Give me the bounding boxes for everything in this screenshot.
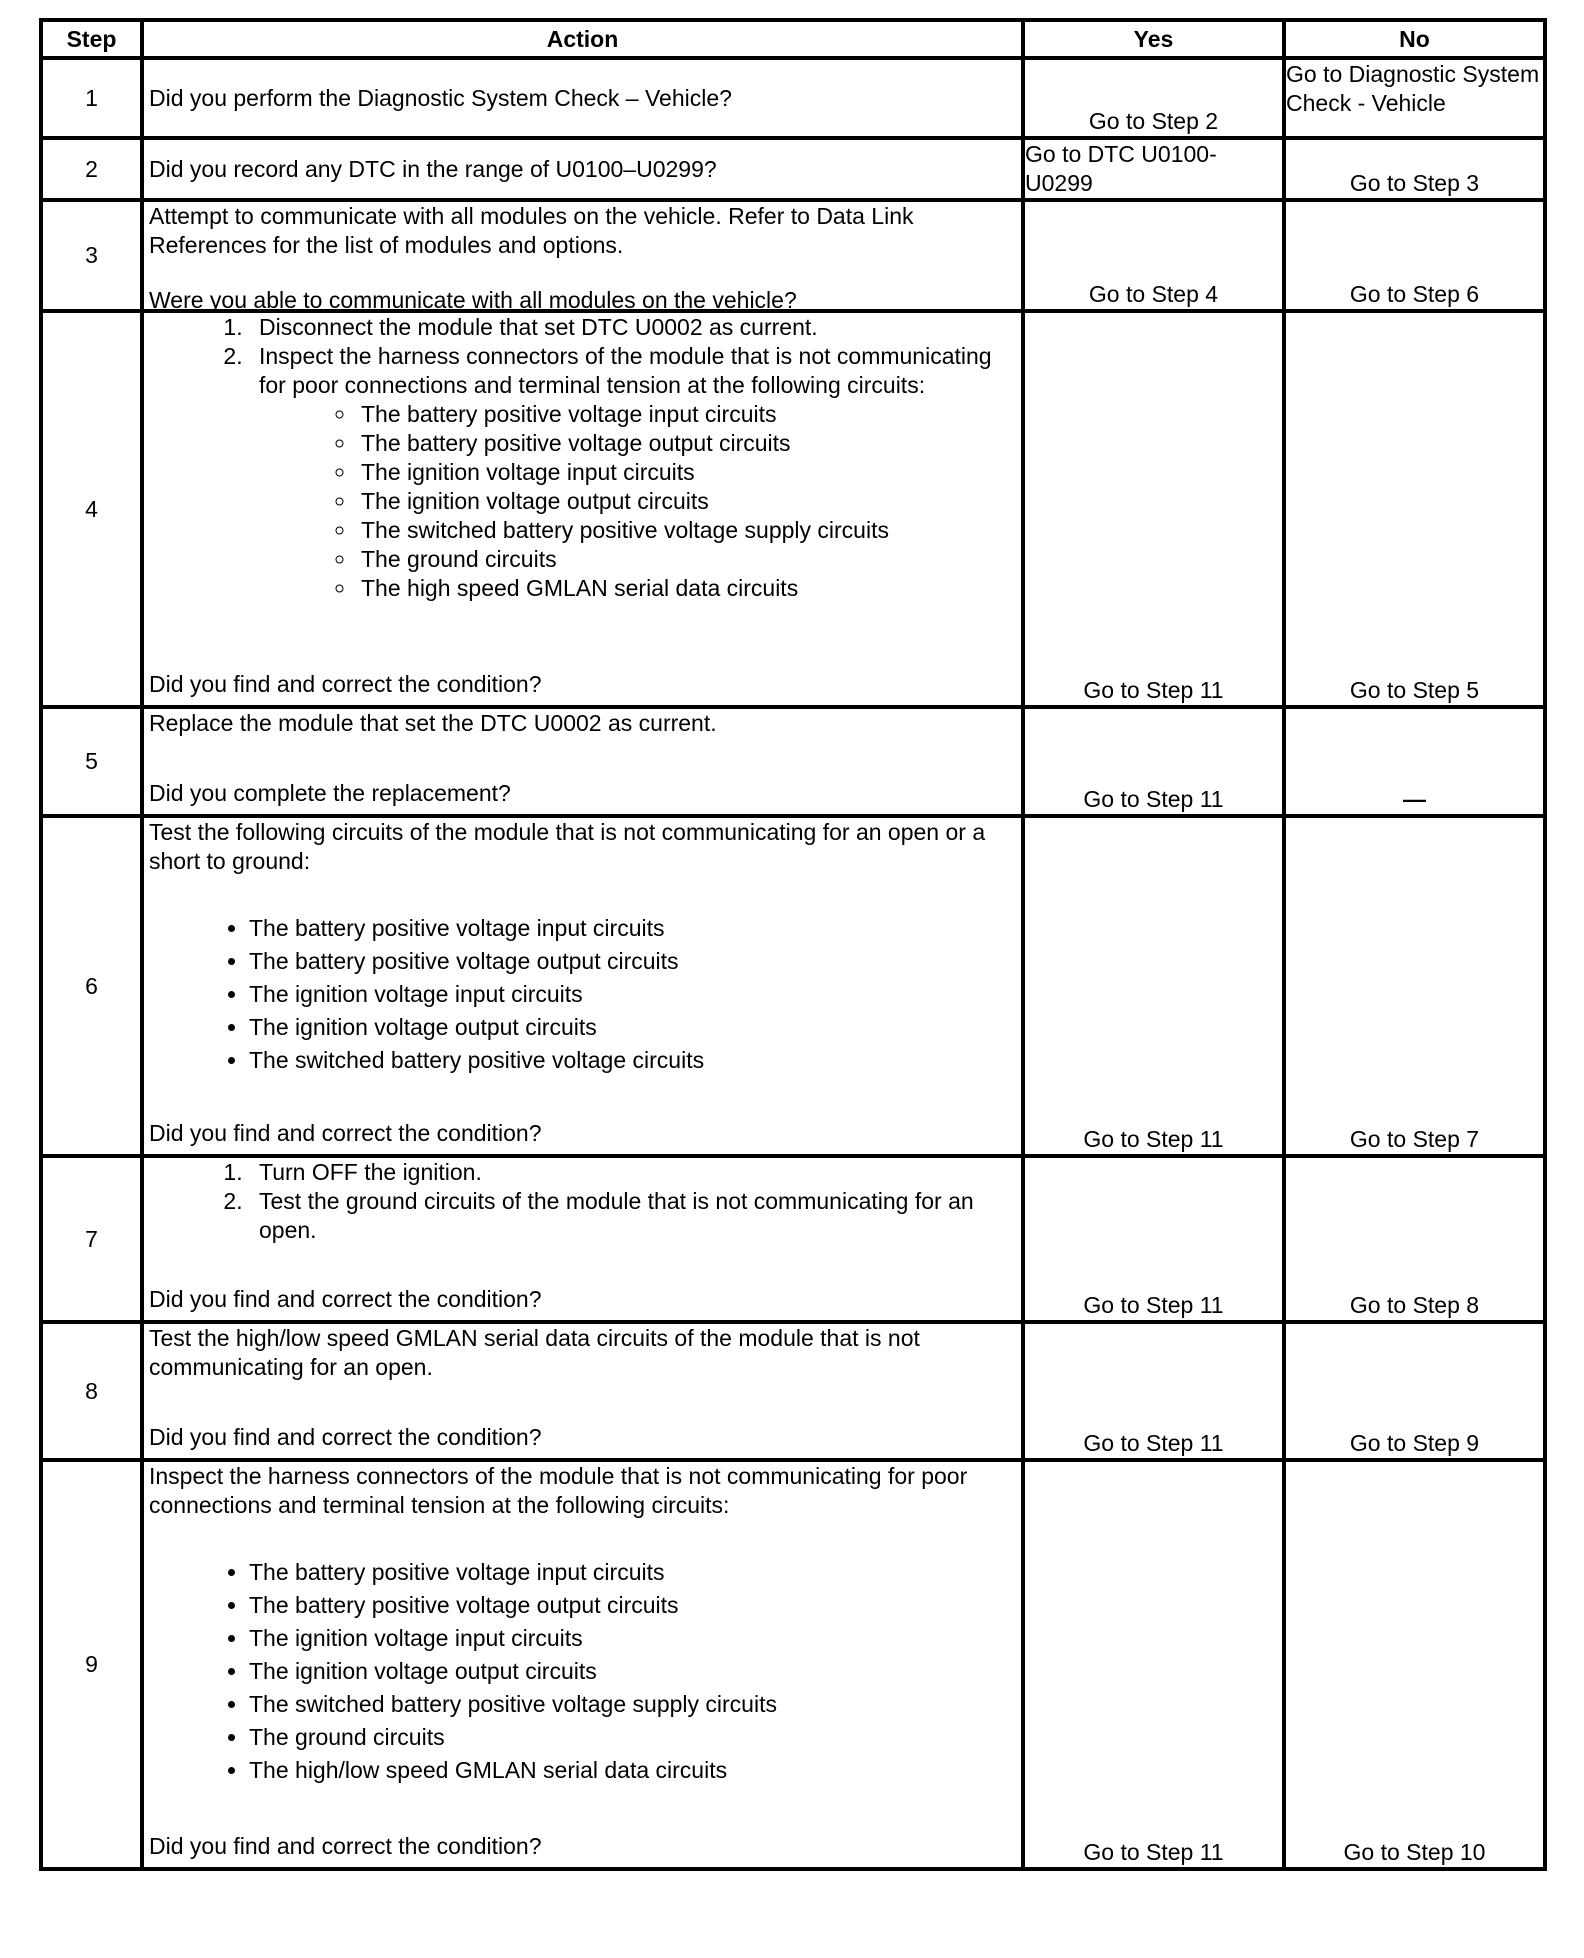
action-cell [142,311,1023,707]
bullet-item: • The ignition voltage input circuits [249,1622,1015,1655]
yes-outcome: Go to Step 2 [1023,58,1284,138]
no-outcome: Go to Step 9 [1284,1322,1545,1460]
step-number: 8 [41,1322,142,1460]
bullet-item: • The battery positive voltage output circuits [249,945,1015,978]
no-outcome: Go to Step 5 [1284,311,1545,707]
step-number: 5 [41,707,142,816]
action-cell [142,58,1023,138]
header-step: Step [41,20,142,58]
action-question: Did you record any DTC in the range of U0100–U0299? [149,155,717,182]
bullet-item: • The switched battery positive voltage supply circuits [249,1688,1015,1721]
table-row-step-1 [41,58,1545,138]
action-cell [142,707,1023,816]
action-body [149,818,1015,1077]
sub-list-item: ◦ The battery positive voltage output circuits [357,429,1015,458]
header-yes: Yes [1023,20,1284,58]
action-question: Did you perform the Diagnostic System Check – Vehicle? [149,84,732,111]
sub-list-item: ◦ The ignition voltage output circuits [357,487,1015,516]
sub-list-item: ◦ The high speed GMLAN serial data circuits [357,574,1015,603]
bullet-list [149,912,1015,1077]
step-number: 4 [41,311,142,707]
action-instruction: Inspect the harness connectors of the module that is not communicating for poor connections and terminal tension at the following circuits: [149,1463,968,1518]
bullet-list [149,1556,1015,1787]
action-steps [149,313,1015,603]
header-no: No [1284,20,1545,58]
yes-outcome: Go to Step 11 [1023,1156,1284,1322]
action-cell [142,1460,1023,1869]
step-number: 3 [41,200,142,311]
numbered-list [149,1158,1015,1245]
list-item [249,342,1015,603]
table-row-step-5 [41,707,1545,816]
yes-outcome: Go to Step 11 [1023,1322,1284,1460]
list-item: 1. Disconnect the module that set DTC U0002 as current. [249,313,1015,342]
bullet-item: • The ignition voltage input circuits [249,978,1015,1011]
action-instruction: Test the high/low speed GMLAN serial data circuits of the module that is not communicating for an open. [149,1325,920,1380]
sub-list [259,400,1015,603]
yes-outcome: Go to Step 11 [1023,311,1284,707]
yes-outcome: Go to Step 11 [1023,816,1284,1156]
bullet-item: • The high/low speed GMLAN serial data circuits [249,1754,1015,1787]
sub-list-item: ◦ The switched battery positive voltage supply circuits [357,516,1015,545]
table-row-step-8 [41,1322,1545,1460]
step-number: 7 [41,1156,142,1322]
sub-list-item: ◦ The battery positive voltage input circuits [357,400,1015,429]
table-row-step-3 [41,200,1545,311]
action-question: Did you find and correct the condition? [149,671,542,697]
no-outcome: Go to Step 3 [1284,138,1545,200]
no-outcome: Go to Diagnostic System Check - Vehicle [1284,58,1545,138]
numbered-list [149,313,1015,603]
no-outcome: — [1284,707,1545,816]
action-cell [142,816,1023,1156]
step-number: 1 [41,58,142,138]
yes-outcome: Go to DTC U0100-U0299 [1023,138,1284,200]
bullet-item: • The switched battery positive voltage circuits [249,1044,1015,1077]
bullet-item: • The battery positive voltage input circuits [249,912,1015,945]
step-number: 9 [41,1460,142,1869]
header-action: Action [142,20,1023,58]
no-outcome: Go to Step 7 [1284,816,1545,1156]
action-cell [142,138,1023,200]
action-question: Did you complete the replacement? [149,780,511,806]
sub-list-item: ◦ The ground circuits [357,545,1015,574]
yes-outcome: Go to Step 4 [1023,200,1284,311]
action-body [149,1462,1015,1787]
action-instruction: Replace the module that set the DTC U0002 as current. [149,710,717,736]
bullet-item: • The ground circuits [249,1721,1015,1754]
header-row [41,20,1545,58]
action-cell [142,1322,1023,1460]
no-outcome: Go to Step 6 [1284,200,1545,311]
yes-outcome: Go to Step 11 [1023,1460,1284,1869]
action-question: Did you find and correct the condition? [149,1286,542,1312]
list-item: 1. Turn OFF the ignition. [249,1158,1015,1187]
list-item: 2. Test the ground circuits of the module that is not communicating for an open. [249,1187,1015,1245]
action-cell [142,200,1023,311]
action-question: Did you find and correct the condition? [149,1120,542,1146]
sub-list-item: ◦ The ignition voltage input circuits [357,458,1015,487]
action-question: Did you find and correct the condition? [149,1424,542,1450]
diagnostic-table [39,18,1547,1871]
no-outcome: Go to Step 8 [1284,1156,1545,1322]
yes-outcome: Go to Step 11 [1023,707,1284,816]
action-question: Were you able to communicate with all modules on the vehicle? [149,287,797,313]
bullet-item: • The ignition voltage output circuits [249,1011,1015,1044]
table-row-step-6 [41,816,1545,1156]
bullet-item: • The battery positive voltage output circuits [249,1589,1015,1622]
bullet-item: • The battery positive voltage input circuits [249,1556,1015,1589]
action-instruction: Test the following circuits of the module that is not communicating for an open or a short to ground: [149,819,986,874]
step-number: 2 [41,138,142,200]
list-item-text: Inspect the harness connectors of the module that is not communicating for poor connections and terminal tension at the following circuits: [259,343,992,398]
action-question: Did you find and correct the condition? [149,1833,542,1859]
no-outcome: Go to Step 10 [1284,1460,1545,1869]
step-number: 6 [41,816,142,1156]
action-cell [142,1156,1023,1322]
table-row-step-4 [41,311,1545,707]
table-row-step-2 [41,138,1545,200]
bullet-item: • The ignition voltage output circuits [249,1655,1015,1688]
action-instruction: Attempt to communicate with all modules on the vehicle. Refer to Data Link References for the list of modules and options. [149,203,914,258]
table-row-step-7 [41,1156,1545,1322]
table-row-step-9 [41,1460,1545,1869]
